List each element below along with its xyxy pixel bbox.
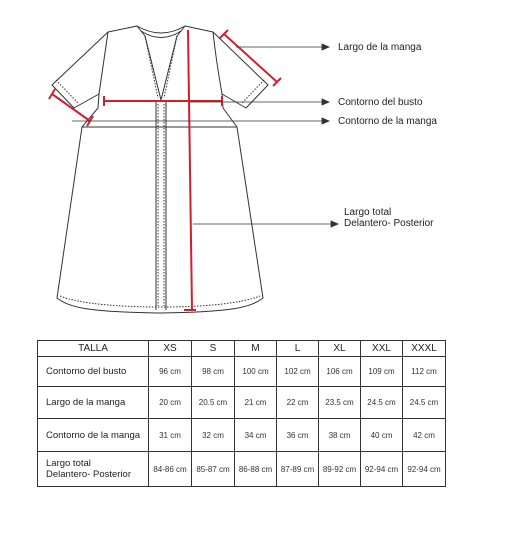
- table-row: [38, 357, 446, 387]
- table-cell: 86-88 cm: [235, 452, 277, 487]
- callout-total-length-line1: Largo total: [344, 207, 392, 218]
- row-label-line2: Delantero- Posterior: [46, 469, 132, 480]
- header-size-xxl: XXL: [361, 341, 403, 357]
- callout-total-length-line2: Delantero- Posterior: [344, 218, 434, 229]
- row-label: Largo de la manga: [38, 387, 149, 419]
- table-cell: 96 cm: [149, 357, 192, 387]
- table-cell: 84-86 cm: [149, 452, 192, 487]
- table-cell: 92-94 cm: [361, 452, 403, 487]
- table-cell: 20.5 cm: [192, 387, 235, 419]
- table-cell: 89-92 cm: [319, 452, 361, 487]
- table-cell: 36 cm: [277, 419, 319, 452]
- header-size-m: M: [235, 341, 277, 357]
- placket: [60, 36, 260, 310]
- sleeve-length-line: [224, 34, 277, 82]
- table-cell: 109 cm: [361, 357, 403, 387]
- table-cell: 112 cm: [403, 357, 446, 387]
- callout-leaders: [72, 44, 338, 227]
- size-chart-table: [37, 340, 446, 487]
- table-row: [38, 452, 446, 487]
- table-cell: 106 cm: [319, 357, 361, 387]
- table-cell: 24.5 cm: [361, 387, 403, 419]
- callout-total-length: [344, 207, 433, 229]
- total-length-line: [188, 30, 192, 310]
- callout-sleeve-circumference: Contorno de la manga: [338, 116, 437, 127]
- table-row: [38, 419, 446, 452]
- table-cell: 98 cm: [192, 357, 235, 387]
- table-cell: 31 cm: [149, 419, 192, 452]
- table-cell: 100 cm: [235, 357, 277, 387]
- table-cell: 21 cm: [235, 387, 277, 419]
- table-cell: 102 cm: [277, 357, 319, 387]
- table-cell: 22 cm: [277, 387, 319, 419]
- row-label: Contorno de la manga: [38, 419, 149, 452]
- header-size-l: L: [277, 341, 319, 357]
- header-size-s: S: [192, 341, 235, 357]
- table-cell: 20 cm: [149, 387, 192, 419]
- table-cell: 34 cm: [235, 419, 277, 452]
- header-size-xl: XL: [319, 341, 361, 357]
- table-cell: 87-89 cm: [277, 452, 319, 487]
- table-header-row: [38, 341, 446, 357]
- measurement-lines: [49, 30, 281, 310]
- table-cell: 40 cm: [361, 419, 403, 452]
- callout-sleeve-length: Largo de la manga: [338, 42, 422, 53]
- header-talla: TALLA: [38, 341, 149, 357]
- sleeve-circumference-line: [52, 94, 90, 121]
- table-cell: 24.5 cm: [403, 387, 446, 419]
- row-label: Contorno del busto: [38, 357, 149, 387]
- callout-bust: Contorno del busto: [338, 97, 423, 108]
- header-size-xs: XS: [149, 341, 192, 357]
- row-label-line1: Largo total: [46, 458, 91, 469]
- table-cell: 32 cm: [192, 419, 235, 452]
- header-size-xxxl: XXXL: [403, 341, 446, 357]
- table-row: [38, 387, 446, 419]
- dress-outline: [52, 26, 268, 313]
- table-cell: 85-87 cm: [192, 452, 235, 487]
- table-cell: 92-94 cm: [403, 452, 446, 487]
- table-cell: 23.5 cm: [319, 387, 361, 419]
- table-cell: 38 cm: [319, 419, 361, 452]
- table-cell: 42 cm: [403, 419, 446, 452]
- row-label: [38, 452, 149, 487]
